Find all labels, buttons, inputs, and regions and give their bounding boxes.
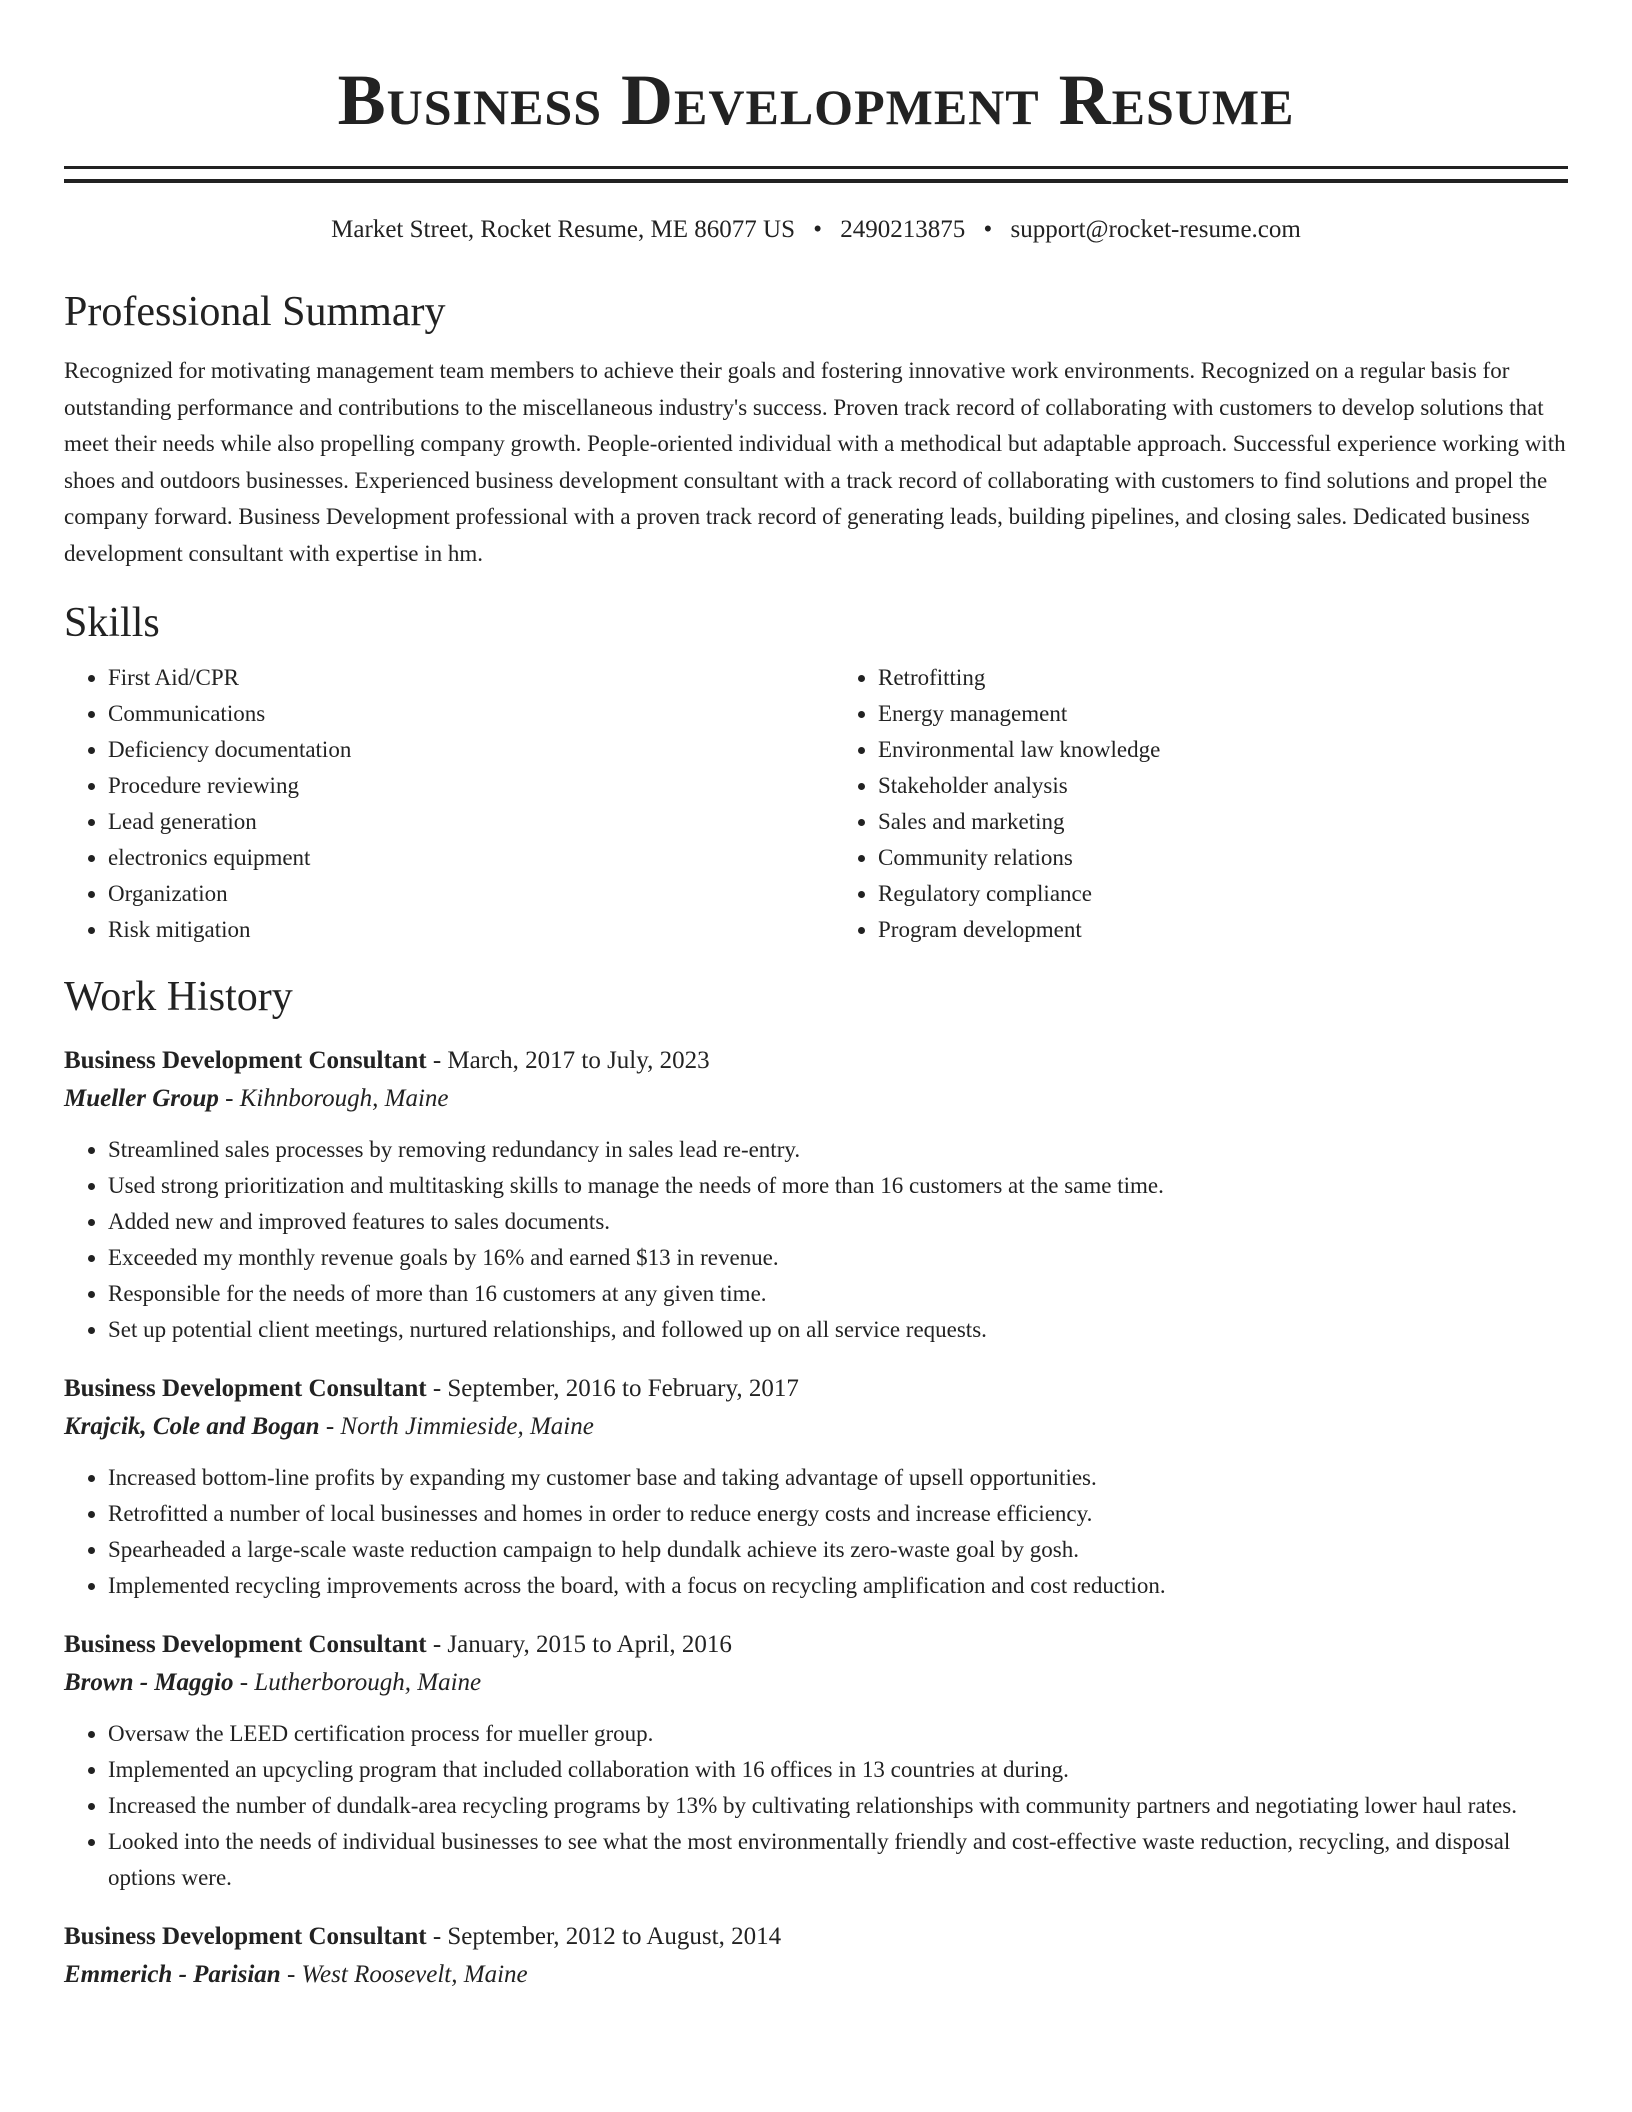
skills-columns: [64, 660, 1568, 948]
skill-item: • Retrofitting: [878, 660, 1568, 696]
job-dates: - September, 2016 to February, 2017: [426, 1375, 799, 1402]
job-dates: - September, 2012 to August, 2014: [426, 1923, 782, 1950]
job-dates: - March, 2017 to July, 2023: [426, 1047, 710, 1074]
skill-item: • Stakeholder analysis: [878, 768, 1568, 804]
job-bullet: • Spearheaded a large-scale waste reduction campaign to help dundalk achieve its zero-waste goal by gosh.: [108, 1532, 1568, 1568]
job-bullet: • Retrofitted a number of local businesses and homes in order to reduce energy costs and increase efficiency.: [108, 1496, 1568, 1532]
job-location: - North Jimmieside, Maine: [319, 1413, 594, 1440]
skill-item: • Procedure reviewing: [108, 768, 798, 804]
resume-title: Business Development Resume: [337, 60, 1295, 140]
skill-item: • Energy management: [878, 696, 1568, 732]
contact-separator: •: [983, 216, 993, 243]
job-company-line: [64, 1664, 1568, 1702]
job-bullet: • Increased the number of dundalk-area recycling programs by 13% by cultivating relationships with community partners and negotiating lower haul rates.: [108, 1788, 1568, 1824]
skill-item: • First Aid/CPR: [108, 660, 798, 696]
job-location: - West Roosevelt, Maine: [280, 1961, 528, 1988]
job-role: Business Development Consultant: [64, 1923, 427, 1950]
job-company: Emmerich - Parisian: [64, 1961, 281, 1988]
job-bullet: • Exceeded my monthly revenue goals by 16% and earned $13 in revenue.: [108, 1240, 1568, 1276]
skill-item: • Environmental law knowledge: [878, 732, 1568, 768]
skill-item: • Organization: [108, 876, 798, 912]
skill-item: • Regulatory compliance: [878, 876, 1568, 912]
job-bullet: • Streamlined sales processes by removing redundancy in sales lead re-entry.: [108, 1132, 1568, 1168]
skill-item: • electronics equipment: [108, 840, 798, 876]
job-bullet: • Implemented recycling improvements across the board, with a focus on recycling amplification and cost reduction.: [108, 1568, 1568, 1604]
job-bullet: • Increased bottom-line profits by expanding my customer base and taking advantage of upsell opportunities.: [108, 1460, 1568, 1496]
job-title-line: [64, 1370, 1568, 1408]
job-bullet: • Responsible for the needs of more than 16 customers at any given time.: [108, 1276, 1568, 1312]
contact-line: [64, 213, 1568, 247]
job-company: Krajcik, Cole and Bogan: [64, 1413, 320, 1440]
job-entry: [64, 1370, 1568, 1604]
job-bullets: [64, 1132, 1568, 1348]
skills-heading: Skills: [64, 600, 160, 646]
job-entry: [64, 1626, 1568, 1896]
skill-item: • Community relations: [878, 840, 1568, 876]
job-title-line: [64, 1042, 1568, 1080]
contact-address: Market Street, Rocket Resume, ME 86077 US: [331, 216, 795, 243]
skill-item: • Deficiency documentation: [108, 732, 798, 768]
job-bullet: • Set up potential client meetings, nurtured relationships, and followed up on all service requests.: [108, 1312, 1568, 1348]
summary-text: Recognized for motivating management team members to achieve their goals and fostering innovative work environments. Recognized on a regular basis for outstanding performance and contributions to the miscellaneous industry's success. Proven track record of collaborating with customers to develop solutions that meet their needs while also propelling company growth. People-oriented individual with a methodical but adaptable approach. Successful experience working with shoes and outdoors businesses. Experienced business development consultant with a track record of collaborating with customers to find solutions and propel the company forward. Business Development professional with a proven track record of generating leads, building pipelines, and closing sales. Dedicated business development consultant with expertise in hm.: [64, 358, 1566, 566]
job-dates: - January, 2015 to April, 2016: [426, 1631, 732, 1658]
contact-phone: 2490213875: [840, 216, 966, 243]
job-company-line: [64, 1408, 1568, 1446]
job-bullet: • Looked into the needs of individual businesses to see what the most environmentally friendly and cost-effective waste reduction, recycling, and disposal options were.: [108, 1824, 1568, 1896]
job-role: Business Development Consultant: [64, 1375, 427, 1402]
job-bullet: • Implemented an upcycling program that included collaboration with 16 offices in 13 countries at during.: [108, 1752, 1568, 1788]
job-title-line: [64, 1918, 1568, 1956]
contact-email: support@rocket-resume.com: [1010, 216, 1301, 243]
job-title-line: [64, 1626, 1568, 1664]
title-divider: [64, 166, 1568, 183]
skill-item: • Lead generation: [108, 804, 798, 840]
job-bullets: [64, 1716, 1568, 1896]
skills-list-left: [64, 660, 798, 948]
skill-item: • Risk mitigation: [108, 912, 798, 948]
job-company: Mueller Group: [64, 1085, 219, 1112]
job-entry: [64, 1918, 1568, 1994]
job-location: - Lutherborough, Maine: [233, 1669, 482, 1696]
job-bullet: • Oversaw the LEED certification process for mueller group.: [108, 1716, 1568, 1752]
skill-item: • Sales and marketing: [878, 804, 1568, 840]
contact-separator: •: [813, 216, 823, 243]
job-role: Business Development Consultant: [64, 1047, 427, 1074]
summary-heading: Professional Summary: [64, 289, 446, 335]
job-company-line: [64, 1956, 1568, 1994]
job-entry: [64, 1042, 1568, 1348]
job-bullet: • Used strong prioritization and multitasking skills to manage the needs of more than 16 customers at the same time.: [108, 1168, 1568, 1204]
job-role: Business Development Consultant: [64, 1631, 427, 1658]
job-company: Brown - Maggio: [64, 1669, 234, 1696]
skill-item: • Communications: [108, 696, 798, 732]
skills-list-right: [798, 660, 1568, 948]
skill-item: • Program development: [878, 912, 1568, 948]
work-history-heading: Work History: [64, 974, 293, 1020]
job-bullets: [64, 1460, 1568, 1604]
job-bullet: • Added new and improved features to sales documents.: [108, 1204, 1568, 1240]
job-location: - Kihnborough, Maine: [218, 1085, 449, 1112]
job-company-line: [64, 1080, 1568, 1118]
